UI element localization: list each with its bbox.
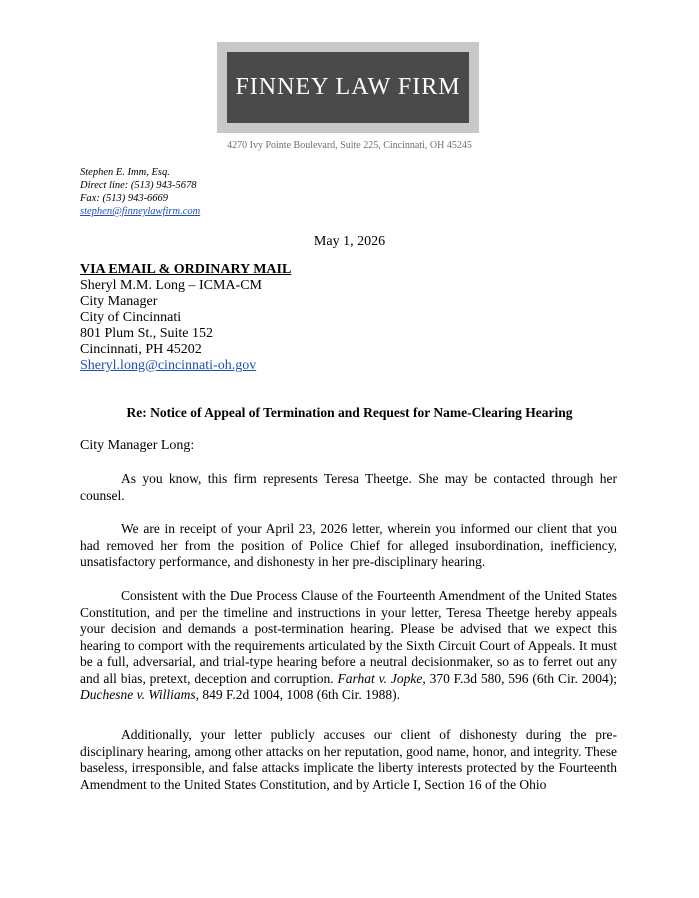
recipient-email-link[interactable]: Sheryl.long@cincinnati-oh.gov: [80, 358, 257, 373]
paragraph-3: [80, 588, 617, 704]
sender-block: [80, 166, 200, 218]
salutation: City Manager Long:: [80, 438, 195, 453]
paragraph-2: We are in receipt of your April 23, 2026 letter, wherein you informed our client that you had removed her from the position of Police Chief for alleged insubordination, inefficiency, unsatisfactory performance, and dishonesty in her pre-disciplinary hearing.: [80, 521, 617, 569]
case-name-duchesne: Duchesne v. Williams: [80, 687, 196, 702]
case-cite-duchesne: , 849 F.2d 1004, 1008 (6th Cir. 1988).: [195, 687, 401, 702]
case-name-farhat: Farhat v. Jopke: [337, 670, 423, 686]
case-cite-farhat: , 370 F.3d 580, 596 (6th Cir. 2004);: [422, 670, 617, 686]
firm-name: FINNEY LAW FIRM: [227, 52, 469, 123]
recipient-block: [80, 262, 291, 374]
paragraph-4: Additionally, your letter publicly accuses our client of dishonesty during the pre-disciplinary hearing, among other attacks on her reputation, good name, honor, and integrity. These baseless, irresponsible, and false attacks implicate the liberty interests protected by the Fourteenth Amendment to the United States Constitution, and by Article I, Section 16 of the Ohio: [80, 727, 617, 792]
recipient-street: 801 Plum St., Suite 152: [80, 326, 214, 341]
paragraph-1: As you know, this firm represents Teresa Theetge. She may be contacted through her counsel.: [80, 471, 617, 503]
delivery-method: VIA EMAIL & ORDINARY MAIL: [80, 262, 292, 277]
recipient-name: Sheryl M.M. Long – ICMA-CM: [80, 278, 263, 293]
recipient-title: City Manager: [80, 294, 158, 309]
letterhead-logo: [217, 42, 479, 133]
recipient-org: City of Cincinnati: [80, 310, 182, 325]
sender-fax: Fax: (513) 943-6669: [80, 193, 169, 204]
sender-direct-line: Direct line: (513) 943-5678: [80, 180, 197, 191]
sender-name: Stephen E. Imm, Esq.: [80, 167, 170, 178]
letter-date: May 1, 2026: [313, 234, 386, 249]
subject-line: Re: Notice of Appeal of Termination and Request for Name-Clearing Hearing: [126, 405, 573, 420]
recipient-city: Cincinnati, PH 45202: [80, 342, 202, 357]
paragraph-3-text: Consistent with the Due Process Clause of the Fourteenth Amendment of the United States Constitution, and per the timeline and instructions in your letter, Teresa Theetge hereby appeals your decision and demands a post-termination hearing. Please be advised that we expect this hearing to comport with the requirements articulated by the Sixth Circuit Court of Appeals. It must be a full, adversarial, and trial-type hearing before a neutral decisionmaker, so as to ferret out any and all bias, pretext, deception and corruption.: [80, 588, 617, 686]
firm-address: 4270 Ivy Pointe Boulevard, Suite 225, Cincinnati, OH 45245: [227, 140, 472, 151]
sender-email-link[interactable]: stephen@finneylawfirm.com: [80, 206, 201, 217]
